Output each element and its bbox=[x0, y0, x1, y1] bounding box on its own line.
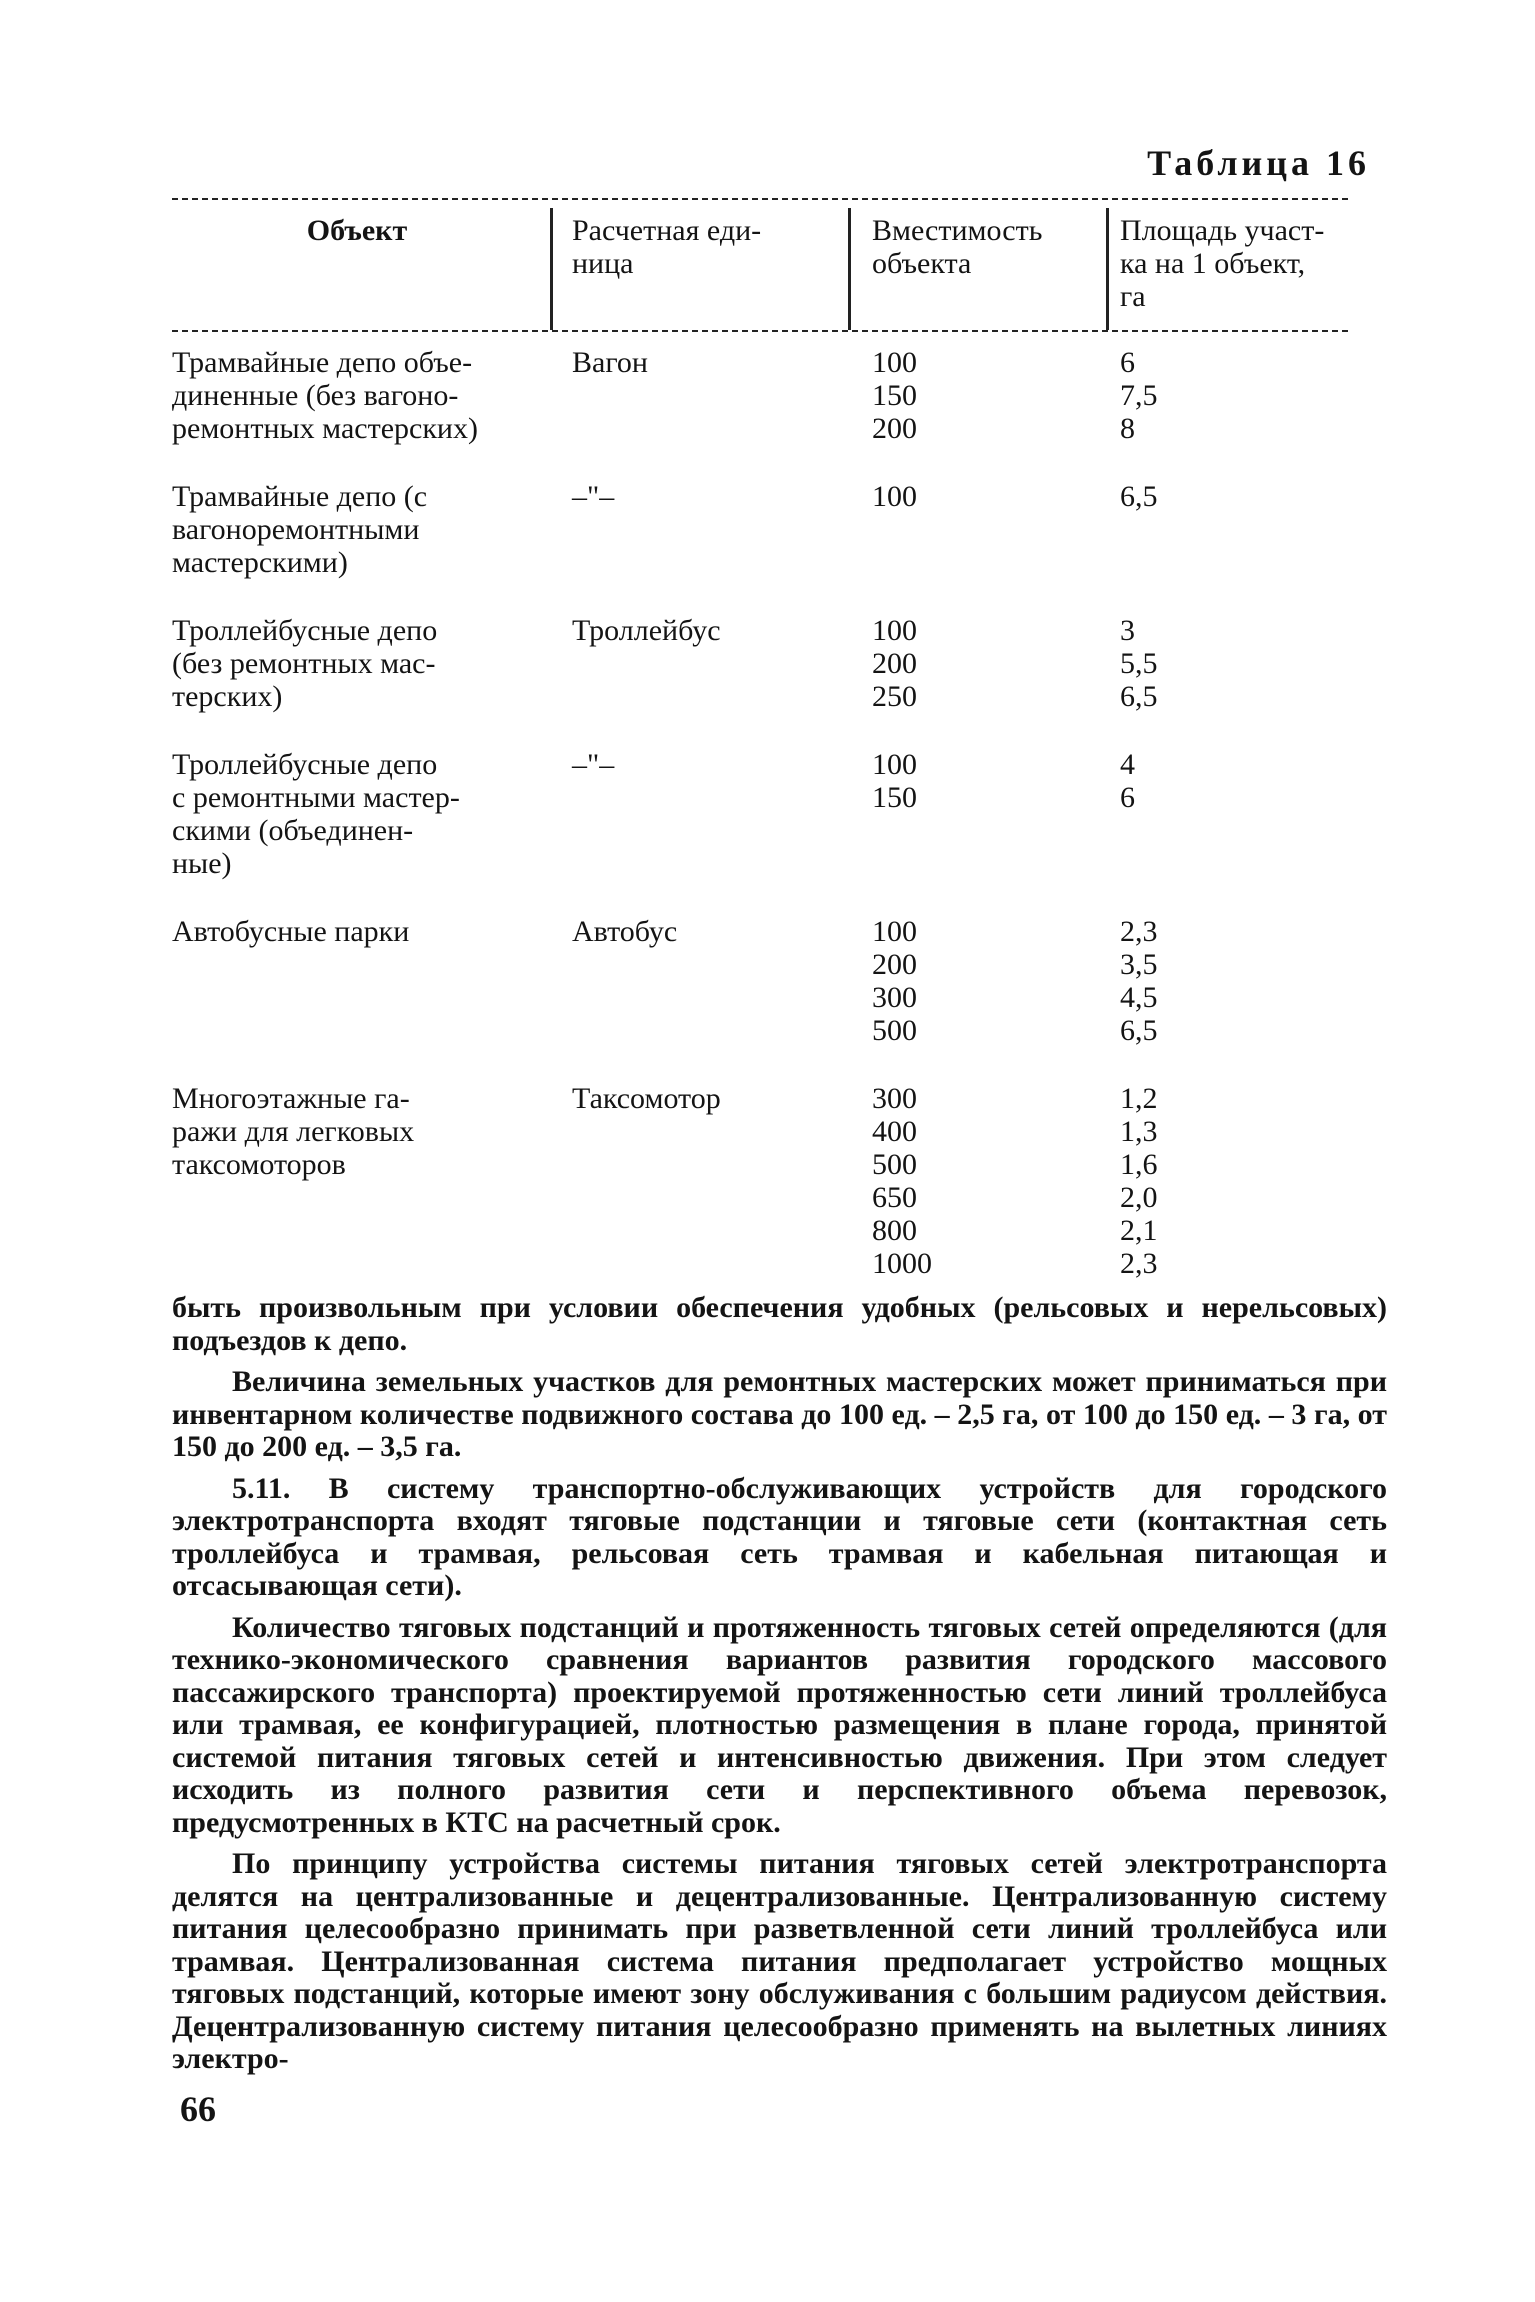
table-row bbox=[172, 915, 1348, 1047]
cell-object: Автобусные парки bbox=[172, 915, 410, 948]
cell-unit: Троллейбус bbox=[572, 614, 721, 647]
cell-object: Трамвайные депо объе- диненные (без вагоно- ремонтных мастерских) bbox=[172, 346, 478, 445]
cell-capacity: 300 400 500 650 800 1000 bbox=[872, 1082, 932, 1280]
cell-area: 6,5 bbox=[1120, 480, 1158, 513]
body-text bbox=[172, 1292, 1387, 2085]
cell-capacity: 100 bbox=[872, 480, 917, 513]
table-row bbox=[172, 1082, 1348, 1280]
table-body bbox=[172, 346, 1348, 1315]
cell-capacity: 100 200 250 bbox=[872, 614, 917, 713]
cell-area: 3 5,5 6,5 bbox=[1120, 614, 1158, 713]
column-divider bbox=[550, 208, 553, 330]
header-area: Площадь участ- ка на 1 объект, га bbox=[1120, 214, 1325, 313]
table-row bbox=[172, 614, 1348, 713]
cell-object: Троллейбусные депо (без ремонтных мас- терских) bbox=[172, 614, 438, 713]
cell-unit: Автобус bbox=[572, 915, 678, 948]
cell-area: 6 7,5 8 bbox=[1120, 346, 1158, 445]
cell-area: 2,3 3,5 4,5 6,5 bbox=[1120, 915, 1158, 1047]
table-row bbox=[172, 346, 1348, 445]
cell-area: 1,2 1,3 1,6 2,0 2,1 2,3 bbox=[1120, 1082, 1158, 1280]
cell-object: Трамвайные депо (с вагоноремонтными мастерскими) bbox=[172, 480, 428, 579]
table-title: Таблица 16 bbox=[1147, 143, 1370, 183]
table-header-rule bbox=[172, 330, 1348, 332]
table-row bbox=[172, 748, 1348, 880]
cell-capacity: 100 150 bbox=[872, 748, 917, 814]
cell-object: Троллейбусные депо с ремонтными мастер- скими (объединен- ные) bbox=[172, 748, 460, 880]
header-unit: Расчетная еди- ница bbox=[572, 214, 762, 280]
header-capacity: Вместимость объекта bbox=[872, 214, 1043, 280]
page-number: 66 bbox=[180, 2089, 216, 2129]
column-divider bbox=[848, 208, 851, 330]
paragraph: быть произвольным при условии обеспечения удобных (рельсовых и нерельсовых) подъездов к депо. bbox=[172, 1291, 1387, 1357]
cell-unit: Таксомотор bbox=[572, 1082, 721, 1115]
cell-capacity: 100 150 200 bbox=[872, 346, 917, 445]
table-top-rule bbox=[172, 198, 1348, 200]
cell-unit: –"– bbox=[572, 748, 615, 781]
paragraph: 5.11. В систему транспортно-обслуживающих устройств для городского электротранспорта входят тяговые подстанции и тяговые сети (контактная сеть троллейбуса и трамвая, рельсовая сеть трамвая и кабельная питающая и отсасывающая сети). bbox=[172, 1471, 1387, 1602]
cell-unit: Вагон bbox=[572, 346, 648, 379]
cell-unit: –"– bbox=[572, 480, 615, 513]
cell-capacity: 100 200 300 500 bbox=[872, 915, 917, 1047]
paragraph: По принципу устройства системы питания тяговых сетей электротранспорта делятся на централизованные и децентрализованные. Централизованную систему питания целесообразно принимать при разветвленной сети линий троллейбуса или трамвая. Централизованная система питания предполагает устройство мощных тяговых подстанций, которые имеют зону обслуживания с большим радиусом действия. Децентрализованную систему питания целесообразно применять на вылетных линиях электро- bbox=[172, 1847, 1387, 2075]
table-row bbox=[172, 480, 1348, 579]
paragraph: Количество тяговых подстанций и протяженность тяговых сетей определяются (для технико-экономического сравнения вариантов развития городского массового пассажирского транспорта) проектируемой протяженностью сети линий троллейбуса или трамвая, ее конфигурацией, плотностью размещения в плане города, принятой системой питания тяговых сетей и интенсивностью движения. При этом следует исходить из полного развития сети и перспективного объема перевозок, предусмотренных в КТС на расчетный срок. bbox=[172, 1610, 1387, 1839]
paragraph: Величина земельных участков для ремонтных мастерских может приниматься при инвентарном количестве подвижного состава до 100 ед. – 2,5 га, от 100 до 150 ед. – 3 га, от 150 до 200 ед. – 3,5 га. bbox=[172, 1365, 1387, 1463]
header-object: Объект bbox=[306, 214, 408, 247]
cell-object: Многоэтажные га- ражи для легковых таксомоторов bbox=[172, 1082, 415, 1181]
cell-area: 4 6 bbox=[1120, 748, 1135, 814]
